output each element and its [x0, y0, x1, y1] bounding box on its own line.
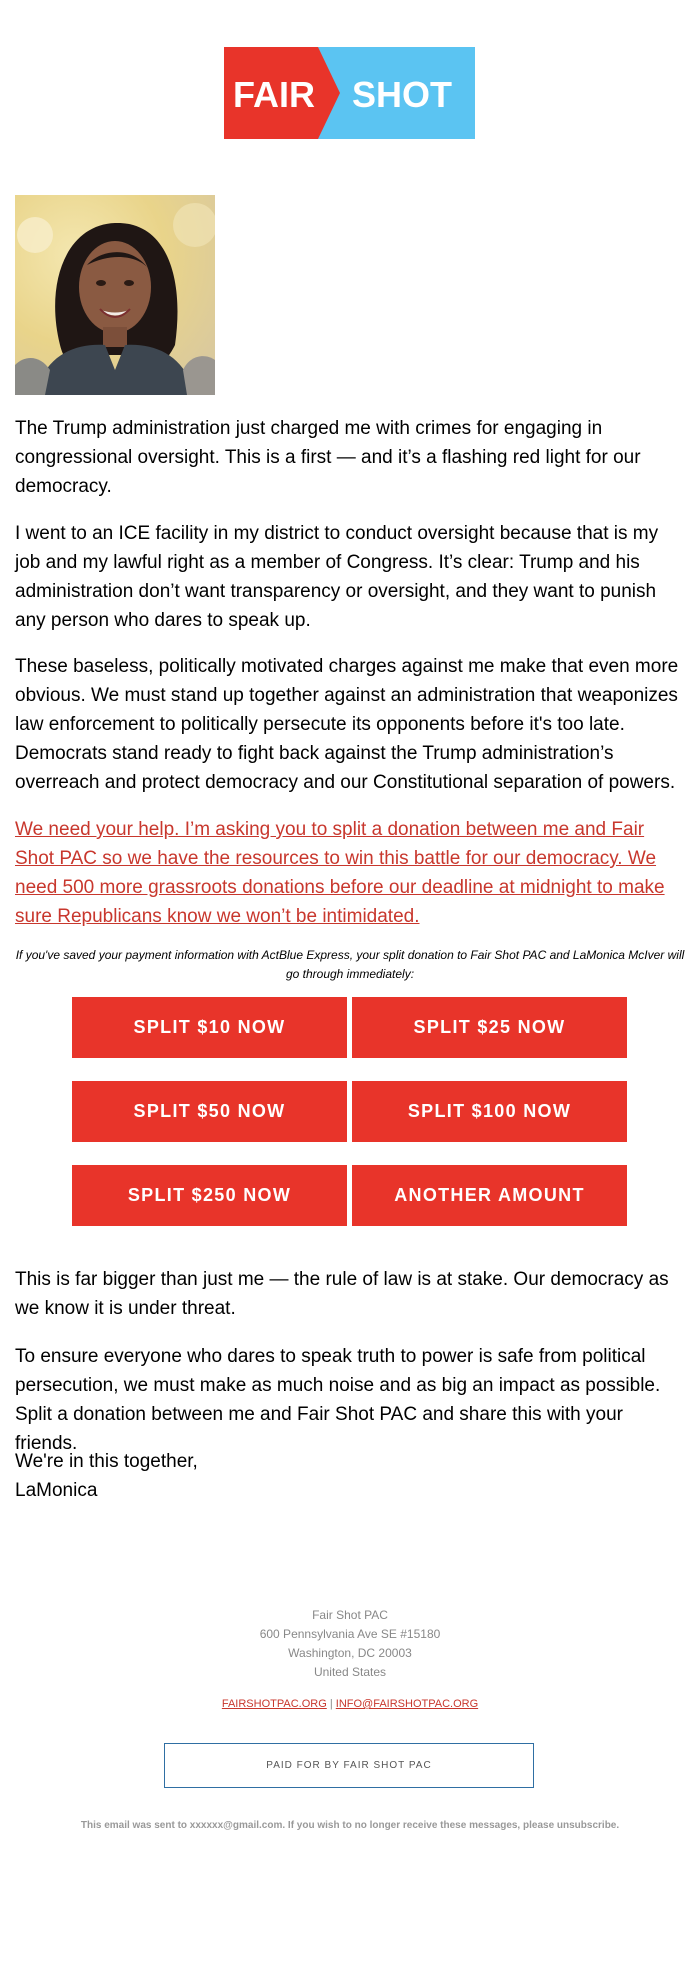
- donation-appeal-link[interactable]: We need your help. I’m asking you to split a donation between me and Fair Shot PAC so we have the resources to win this battle for our democracy. We need 500 more grassroots donations before our deadline at midnight to make sure Republicans know we won’t be intimidated.: [15, 819, 665, 927]
- paragraph-text: The Trump administration just charged me with crimes for engaging in congressional oversight. This is a first — and it’s a flashing red light for our democracy.: [15, 418, 641, 497]
- unsubscribe-disclaimer: This email was sent to xxxxxx@gmail.com. If you wish to no longer receive these messages, please unsubscribe.: [80, 1820, 620, 1831]
- signature-name: LaMonica: [15, 1480, 98, 1501]
- paragraph-text: These baseless, politically motivated charges against me make that even more obvious. We must stand up together against an administration that weaponizes law enforcement to politically persecute its opponents before it's too late. Democrats stand ready to fight back against the Trump administration’s overreach and protect democracy and our Constitutional separation of powers.: [15, 656, 679, 793]
- footer-city: Washington, DC 20003: [288, 1646, 412, 1660]
- split-250-button[interactable]: SPLIT $250 NOW: [72, 1165, 347, 1226]
- paragraph-text: I went to an ICE facility in my district to conduct oversight because that is my job and my lawful right as a member of Congress. It’s clear: Trump and his administration don’t want transparency or oversight, and they want to punish any person who dares to speak up.: [15, 523, 659, 631]
- actblue-express-note: If you've saved your payment information with ActBlue Express, your split donation to Fair Shot PAC and LaMonica McIver will go through immediately:: [15, 948, 685, 981]
- split-25-button[interactable]: SPLIT $25 NOW: [352, 997, 627, 1058]
- candidate-photo: [15, 195, 215, 395]
- footer-address: [0, 1606, 700, 1682]
- paragraph-rule-of-law: [15, 1265, 685, 1323]
- fair-shot-logo: [224, 47, 475, 139]
- link-separator: |: [329, 1698, 333, 1710]
- paragraph-oversight: [15, 519, 685, 635]
- paragraph-donation-appeal: [15, 815, 685, 931]
- logo-text-fair: FAIR: [232, 74, 316, 115]
- signoff-line: We're in this together,: [15, 1451, 198, 1472]
- split-10-button[interactable]: SPLIT $10 NOW: [72, 997, 347, 1058]
- footer-org-name: Fair Shot PAC: [312, 1608, 388, 1622]
- signature: [15, 1447, 685, 1505]
- footer-links: [0, 1698, 700, 1710]
- website-link[interactable]: FAIRSHOTPAC.ORG: [221, 1698, 327, 1710]
- footer-country: United States: [313, 1665, 387, 1679]
- email-link[interactable]: INFO@FAIRSHOTPAC.ORG: [335, 1698, 479, 1710]
- paragraph-make-noise: [15, 1342, 685, 1458]
- split-100-button[interactable]: SPLIT $100 NOW: [352, 1081, 627, 1142]
- paid-for-box: PAID FOR BY FAIR SHOT PAC: [164, 1743, 534, 1788]
- paragraph-text: This is far bigger than just me — the rule of law is at stake. Our democracy as we know it is under threat.: [15, 1269, 669, 1319]
- another-amount-button[interactable]: ANOTHER AMOUNT: [352, 1165, 627, 1226]
- split-50-button[interactable]: SPLIT $50 NOW: [72, 1081, 347, 1142]
- footer-street: 600 Pennsylvania Ave SE #15180: [259, 1627, 441, 1641]
- logo-text-shot: SHOT: [351, 74, 453, 115]
- paragraph-text: To ensure everyone who dares to speak truth to power is safe from political persecution, we must make as much noise and as big an impact as possible. Split a donation between me and Fair Shot PAC and share this with your friends.: [15, 1346, 661, 1454]
- paragraph-baseless-charges: [15, 652, 685, 797]
- paragraph-charges: [15, 414, 685, 501]
